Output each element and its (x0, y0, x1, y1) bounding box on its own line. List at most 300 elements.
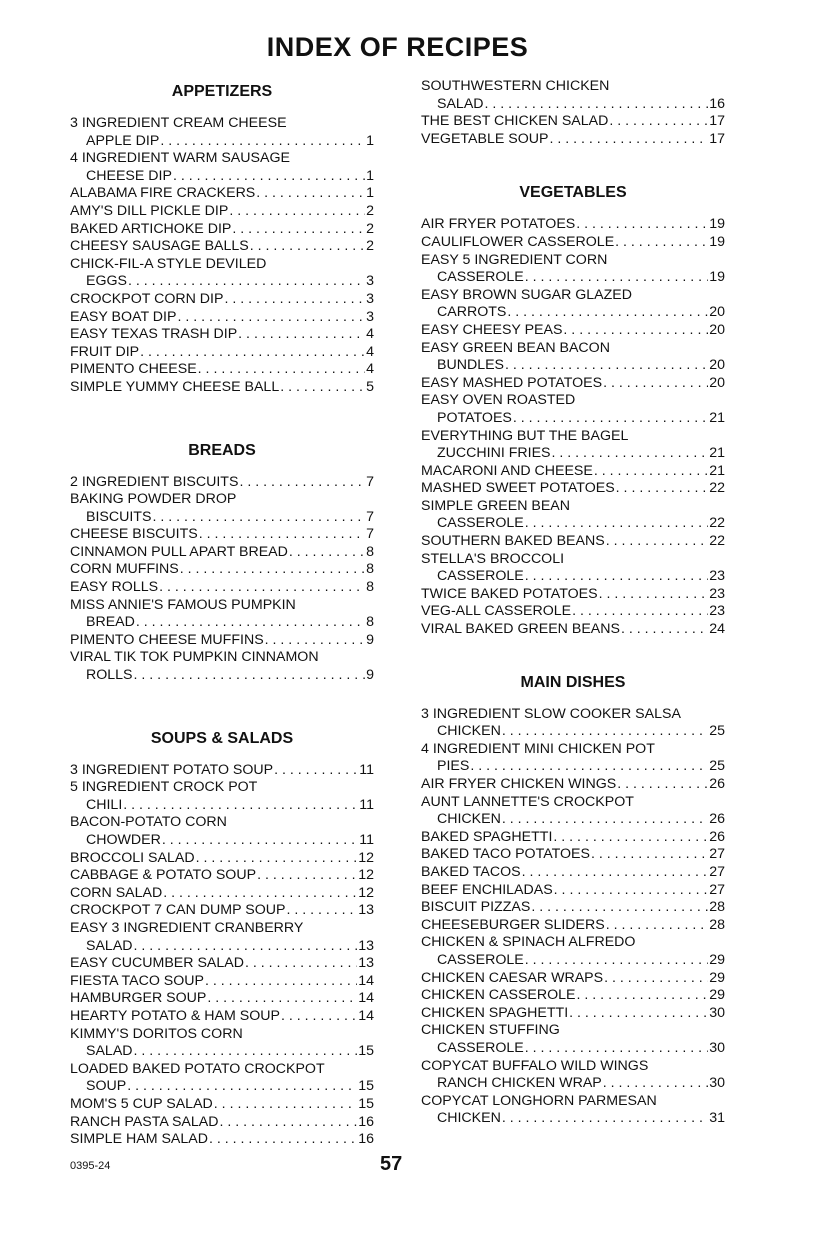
recipe-entry (421, 252, 725, 287)
leader-dots (525, 1040, 708, 1058)
recipe-page: 16 (709, 95, 725, 112)
recipe-page: 23 (709, 568, 725, 585)
recipe-name: BAKED ARTICHOKE DIP (70, 220, 232, 237)
section-spacer (421, 639, 725, 673)
recipe-page: 8 (366, 614, 374, 631)
recipe-name: CORN SALAD (70, 884, 163, 901)
recipe-page: 1 (366, 185, 374, 202)
recipe-page: 28 (709, 916, 725, 933)
recipe-entry (421, 882, 725, 900)
recipe-line (70, 361, 374, 379)
recipe-name-line: SOUTHWESTERN CHICKEN (421, 78, 610, 94)
recipe-page: 14 (358, 990, 374, 1007)
recipe-name: BROCCOLI SALAD (70, 849, 195, 866)
leader-dots (576, 216, 708, 234)
leader-dots (198, 361, 365, 379)
recipe-page: 7 (366, 508, 374, 525)
recipe-entry (70, 474, 374, 492)
recipe-name: 3 INGREDIENT POTATO SOUP (70, 761, 274, 778)
recipe-name: BAKED TACO POTATOES (421, 846, 590, 863)
recipe-entry (70, 579, 374, 597)
recipe-line (70, 509, 374, 527)
recipe-entry (421, 131, 725, 149)
recipe-entry (70, 491, 374, 526)
recipe-line (70, 902, 374, 920)
recipe-name: EGGS (86, 273, 127, 290)
leader-dots (232, 221, 365, 239)
recipe-line (421, 234, 725, 252)
recipe-line (70, 291, 374, 309)
recipe-name: RANCH PASTA SALAD (70, 1113, 219, 1130)
leader-dots (160, 133, 365, 151)
section-spacer (70, 685, 374, 725)
recipe-line (70, 632, 374, 650)
recipe-name-line: AUNT LANNETTE'S CROCKPOT (421, 793, 634, 810)
recipe-page: 2 (366, 202, 374, 219)
leader-dots (525, 515, 708, 533)
recipe-line (421, 1005, 725, 1023)
recipe-page: 19 (709, 269, 725, 286)
recipe-name: AIR FRYER CHICKEN WINGS (421, 776, 617, 792)
recipe-line (70, 1131, 374, 1149)
recipe-name: CROCKPOT CORN DIP (70, 290, 224, 307)
recipe-line (421, 586, 725, 604)
recipe-page: 14 (358, 1007, 374, 1024)
leader-dots (205, 973, 357, 991)
recipe-entry (70, 973, 374, 991)
recipe-line (421, 899, 725, 917)
leader-dots (522, 864, 709, 882)
recipe-page: 1 (366, 167, 374, 184)
recipe-entry (421, 216, 725, 234)
section-spacer (421, 148, 725, 183)
recipe-name: EASY CUCUMBER SALAD (70, 955, 244, 972)
recipe-name: CASSEROLE (437, 568, 524, 585)
leader-dots (219, 1114, 357, 1132)
leader-dots (603, 1075, 708, 1093)
leader-dots (505, 357, 708, 375)
recipe-entry (70, 185, 374, 203)
leader-dots (563, 322, 708, 340)
recipe-line (70, 168, 374, 186)
recipe-line (70, 1114, 374, 1132)
leader-dots (280, 379, 365, 397)
leader-dots (265, 632, 365, 650)
leader-dots (591, 846, 708, 864)
recipe-name-line: MISS ANNIE'S FAMOUS PUMPKIN (70, 596, 296, 613)
recipe-name-line: 3 INGREDIENT SLOW COOKER SALSA (421, 705, 681, 722)
recipe-entry (70, 1026, 374, 1061)
recipe-page: 4 (366, 361, 374, 378)
recipe-entry (70, 902, 374, 920)
recipe-line (70, 885, 374, 903)
recipe-line (421, 811, 725, 829)
leader-dots (173, 168, 365, 186)
recipe-line (421, 952, 725, 970)
section-heading: BREADS (188, 441, 256, 459)
recipe-entry (70, 990, 374, 1008)
leader-dots (470, 758, 708, 776)
recipe-entry (70, 361, 374, 379)
recipe-name-line: SIMPLE GREEN BEAN (421, 497, 571, 514)
recipe-page: 13 (358, 937, 374, 954)
leader-dots (531, 899, 708, 917)
recipe-entry (421, 1022, 725, 1057)
recipe-list (70, 762, 374, 1149)
recipe-line (421, 480, 725, 498)
recipe-line (421, 357, 725, 375)
recipe-name: APPLE DIP (86, 132, 160, 149)
recipe-entry (70, 814, 374, 849)
recipe-name-line: 4 INGREDIENT WARM SAUSAGE (70, 150, 290, 167)
recipe-page: 20 (709, 304, 725, 321)
recipe-line (70, 832, 374, 850)
recipe-line (421, 970, 725, 988)
recipe-entry (70, 762, 374, 780)
recipe-entry (421, 322, 725, 340)
recipe-name: FRUIT DIP (70, 343, 140, 360)
recipe-page: 22 (709, 515, 725, 532)
leader-dots (152, 509, 365, 527)
recipe-name: RANCH CHICKEN WRAP (437, 1075, 602, 1092)
recipe-name: EASY MASHED POTATOES (421, 374, 603, 391)
recipe-page: 19 (709, 216, 725, 233)
leader-dots (134, 1043, 358, 1061)
recipe-name: CHICKEN (437, 811, 501, 828)
recipe-line (70, 1043, 374, 1061)
recipe-page: 11 (359, 761, 374, 778)
recipe-line (421, 96, 725, 114)
recipe-page: 13 (358, 902, 374, 919)
leader-dots (502, 723, 708, 741)
recipe-name: THE BEST CHICKEN SALAD (421, 113, 609, 130)
recipe-page: 21 (709, 445, 725, 462)
recipe-name-line: 4 INGREDIENT MINI CHICKEN POT (421, 740, 655, 757)
recipe-page: 26 (709, 811, 725, 828)
leader-dots (250, 238, 365, 256)
recipe-page: 1 (366, 132, 374, 149)
recipe-name: VEGETABLE SOUP (421, 130, 549, 147)
recipe-name: EASY TEXAS TRASH DIP (70, 326, 238, 343)
recipe-entry (421, 428, 725, 463)
recipe-name-line: BACON-POTATO CORN (70, 814, 227, 831)
recipe-name-line: EASY 3 INGREDIENT CRANBERRY (70, 919, 304, 936)
recipe-line (70, 614, 374, 632)
recipe-page: 2 (366, 238, 374, 255)
leader-dots (599, 586, 709, 604)
recipe-page: 8 (366, 579, 374, 596)
recipe-page: 11 (359, 796, 374, 813)
leader-dots (177, 309, 365, 327)
recipe-name-line: EASY 5 INGREDIENT CORN (421, 251, 608, 268)
leader-dots (507, 304, 708, 322)
recipe-name: SALAD (437, 95, 484, 112)
recipe-entry (421, 970, 725, 988)
recipe-name: CHICKEN (437, 1110, 501, 1127)
recipe-name: CHICKEN CASSEROLE (421, 987, 576, 1004)
recipe-page: 23 (709, 585, 725, 602)
recipe-page: 12 (358, 849, 374, 866)
recipe-entry (70, 526, 374, 544)
recipe-page: 16 (358, 1113, 374, 1130)
recipe-entry (70, 920, 374, 955)
recipe-line (421, 131, 725, 149)
recipe-line (70, 238, 374, 256)
recipe-entry (421, 1093, 725, 1128)
recipe-line (421, 723, 725, 741)
recipe-name: CASSEROLE (437, 515, 524, 532)
recipe-line (421, 621, 725, 639)
recipe-name: VIRAL BAKED GREEN BEANS (421, 621, 620, 638)
leader-dots (549, 131, 708, 149)
recipe-name: SIMPLE HAM SALAD (70, 1131, 208, 1148)
recipe-line (70, 379, 374, 397)
recipe-name: CABBAGE & POTATO SOUP (70, 867, 257, 884)
recipe-entry (70, 1008, 374, 1026)
recipe-entry (70, 291, 374, 309)
recipe-name: CHILI (86, 796, 123, 813)
recipe-name-line: CHICKEN & SPINACH ALFREDO (421, 934, 636, 951)
left-column (70, 78, 374, 1149)
leader-dots (199, 526, 365, 544)
recipe-entry (421, 78, 725, 113)
leader-dots (552, 445, 709, 463)
recipe-page: 9 (366, 631, 374, 648)
recipe-page: 26 (709, 776, 725, 792)
leader-dots (594, 463, 708, 481)
recipe-page: 9 (366, 667, 374, 684)
recipe-name: PIMENTO CHEESE (70, 361, 197, 378)
recipe-line (70, 973, 374, 991)
recipe-entry (421, 899, 725, 917)
recipe-name: CASSEROLE (437, 1039, 524, 1056)
recipe-name: CHICKEN SPAGHETTI (421, 1004, 569, 1021)
recipe-name-line: STELLA'S BROCCOLI (421, 550, 565, 567)
right-column (421, 78, 725, 1128)
recipe-entry (421, 287, 725, 322)
recipe-line (421, 758, 725, 776)
recipe-line (421, 882, 725, 900)
leader-dots (289, 544, 365, 562)
recipe-entry (421, 586, 725, 604)
recipe-page: 12 (358, 884, 374, 901)
recipe-name-line: EASY OVEN ROASTED (421, 392, 576, 409)
recipe-line (421, 515, 725, 533)
recipe-name: BAKED TACOS (421, 863, 521, 880)
recipe-line (70, 544, 374, 562)
recipe-line (70, 850, 374, 868)
recipe-line (70, 990, 374, 1008)
recipe-entry (70, 309, 374, 327)
recipe-line (70, 797, 374, 815)
leader-dots (207, 990, 357, 1008)
recipe-entry (70, 238, 374, 256)
recipe-line (421, 445, 725, 463)
recipe-name: SIMPLE YUMMY CHEESE BALL (70, 378, 280, 395)
recipe-entry (70, 150, 374, 185)
recipe-line (70, 1096, 374, 1114)
recipe-page: 8 (366, 543, 374, 560)
recipe-name-line: VIRAL TIK TOK PUMPKIN CINNAMON (70, 649, 319, 666)
recipe-line (421, 410, 725, 428)
leader-dots (616, 480, 709, 498)
recipe-name: PIMENTO CHEESE MUFFINS (70, 631, 264, 648)
leader-dots (134, 938, 358, 956)
recipe-name: SOUTHERN BAKED BEANS (421, 533, 605, 550)
recipe-line (70, 1008, 374, 1026)
recipe-page: 7 (366, 526, 374, 543)
leader-dots (525, 568, 708, 586)
recipe-entry (70, 344, 374, 362)
recipe-name: ZUCCHINI FRIES (437, 445, 551, 462)
recipe-page: 29 (709, 987, 725, 1004)
recipe-name: SOUP (86, 1078, 127, 1095)
recipe-name: AIR FRYER POTATOES (421, 216, 576, 233)
recipe-entry (421, 603, 725, 621)
recipe-page: 20 (709, 357, 725, 374)
recipe-name: CHOWDER (86, 832, 161, 848)
recipe-entry (421, 621, 725, 639)
recipe-page: 29 (709, 969, 725, 986)
recipe-entry (70, 379, 374, 397)
recipe-entry (421, 706, 725, 741)
recipe-name: CROCKPOT 7 CAN DUMP SOUP (70, 902, 286, 919)
recipe-page: 20 (709, 374, 725, 391)
recipe-entry (70, 779, 374, 814)
recipe-name: CASSEROLE (437, 269, 524, 286)
leader-dots (617, 776, 708, 794)
recipe-entry (70, 1114, 374, 1132)
leader-dots (604, 970, 708, 988)
recipe-line (421, 375, 725, 393)
recipe-page: 15 (358, 1095, 374, 1112)
recipe-entry (70, 1096, 374, 1114)
recipe-line (70, 938, 374, 956)
recipe-entry (70, 649, 374, 684)
recipe-page: 15 (358, 1043, 374, 1060)
recipe-name-line: EVERYTHING BUT THE BAGEL (421, 427, 629, 444)
recipe-name-line: COPYCAT BUFFALO WILD WINGS (421, 1057, 649, 1074)
recipe-page: 21 (709, 409, 725, 426)
recipe-name: CAULIFLOWER CASSEROLE (421, 233, 615, 250)
leader-dots (286, 902, 357, 920)
leader-dots (162, 832, 358, 850)
recipe-entry (421, 864, 725, 882)
recipe-line (421, 568, 725, 586)
recipe-page: 13 (358, 955, 374, 972)
recipe-page: 31 (709, 1110, 725, 1127)
recipe-entry (421, 829, 725, 847)
recipe-list (70, 474, 374, 685)
recipe-name: CHEESEBURGER SLIDERS (421, 916, 605, 933)
leader-dots (196, 850, 358, 868)
recipe-page: 30 (709, 1039, 725, 1056)
page-number: 57 (380, 1153, 403, 1175)
leader-dots (485, 96, 709, 114)
recipe-page: 3 (366, 308, 374, 325)
recipe-page: 23 (709, 603, 725, 620)
leader-dots (274, 762, 358, 780)
recipe-line (421, 846, 725, 864)
recipe-line (70, 579, 374, 597)
recipe-entry (421, 934, 725, 969)
recipe-name-line: EASY BROWN SUGAR GLAZED (421, 286, 633, 303)
recipe-page: 29 (709, 951, 725, 968)
recipe-entry (70, 115, 374, 150)
recipe-name: 2 INGREDIENT BISCUITS (70, 473, 239, 490)
leader-dots (606, 917, 709, 935)
recipe-name: CHICKEN CAESAR WRAPS (421, 969, 604, 986)
recipe-page: 22 (709, 480, 725, 497)
recipe-entry (70, 597, 374, 632)
recipe-name-line: CHICKEN STUFFING (421, 1022, 560, 1039)
recipe-name: CHEESE DIP (86, 167, 172, 184)
recipe-name: EASY BOAT DIP (70, 308, 177, 325)
recipe-name-line: COPYCAT LONGHORN PARMESAN (421, 1092, 657, 1109)
recipe-name: EASY CHEESY PEAS (421, 321, 563, 338)
leader-dots (554, 882, 709, 900)
recipe-name-line: KIMMY'S DORITOS CORN (70, 1025, 243, 1042)
recipe-line (70, 203, 374, 221)
recipe-line (421, 1040, 725, 1058)
leader-dots (525, 269, 708, 287)
recipe-page: 27 (709, 881, 725, 898)
section-heading: SOUPS & SALADS (150, 729, 294, 747)
recipe-page: 21 (709, 462, 725, 479)
recipe-name: HAMBURGER SOUP (70, 990, 207, 1007)
leader-dots (553, 829, 708, 847)
recipe-name: ROLLS (86, 667, 133, 684)
section-heading: MAIN DISHES (520, 673, 626, 691)
leader-dots (502, 1110, 708, 1128)
leader-dots (159, 579, 365, 597)
recipe-line (421, 269, 725, 287)
recipe-name: CHEESY SAUSAGE BALLS (70, 238, 249, 255)
recipe-line (421, 829, 725, 847)
leader-dots (229, 203, 365, 221)
leader-dots (577, 987, 709, 1005)
leader-dots (214, 1096, 357, 1114)
leader-dots (256, 185, 365, 203)
recipe-name: CARROTS (437, 304, 507, 321)
recipe-name: MOM'S 5 CUP SALAD (70, 1095, 213, 1112)
recipe-line (70, 526, 374, 544)
recipe-name: PIES (437, 758, 470, 775)
recipe-line (421, 776, 725, 794)
leader-dots (606, 533, 709, 551)
recipe-page: 3 (366, 273, 374, 290)
recipe-line (70, 561, 374, 579)
leader-dots (621, 621, 708, 639)
recipe-name-line: LOADED BAKED POTATO CROCKPOT (70, 1060, 325, 1077)
recipe-name: CHEESE BISCUITS (70, 526, 198, 543)
recipe-line (70, 185, 374, 203)
recipe-name: CORN MUFFINS (70, 561, 179, 578)
recipe-entry (421, 375, 725, 393)
recipe-line (70, 273, 374, 291)
recipe-line (421, 463, 725, 481)
leader-dots (239, 474, 365, 492)
leader-dots (615, 234, 708, 252)
recipe-name: CINNAMON PULL APART BREAD (70, 543, 288, 560)
recipe-page: 26 (709, 828, 725, 845)
recipe-name: SALAD (86, 1043, 133, 1060)
leader-dots (572, 603, 708, 621)
recipe-entry (421, 1005, 725, 1023)
leader-dots (257, 867, 357, 885)
recipe-line (421, 864, 725, 882)
leader-dots (224, 291, 365, 309)
